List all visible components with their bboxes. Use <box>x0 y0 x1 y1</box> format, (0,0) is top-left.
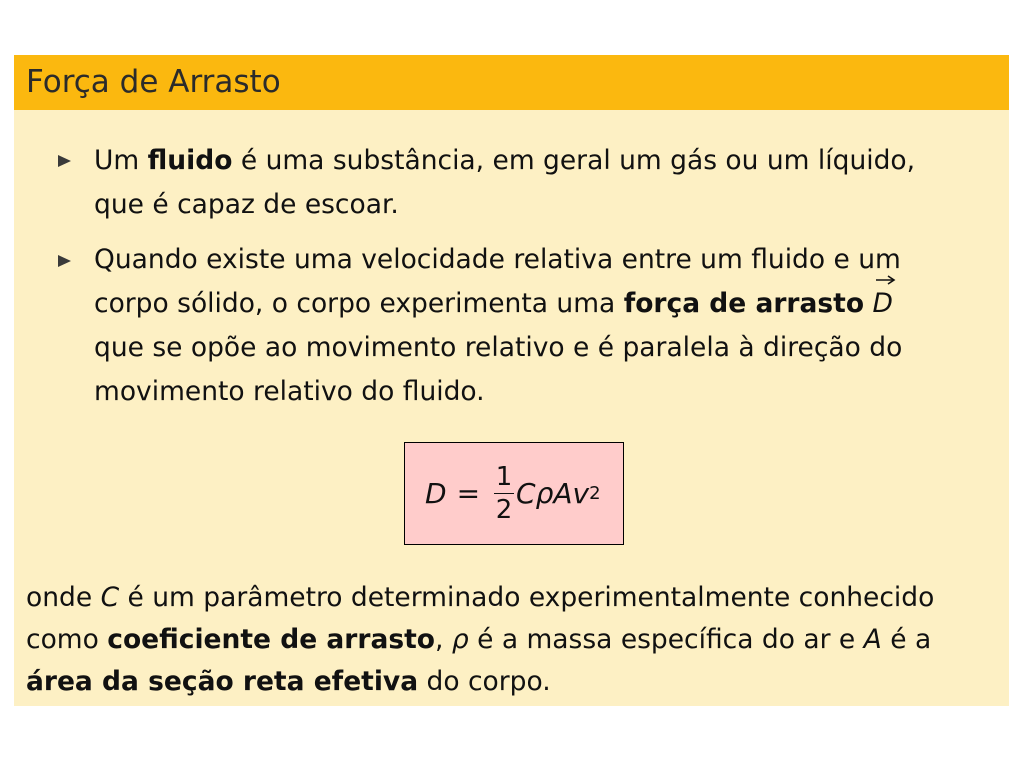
paragraph-line-1 <box>26 577 934 619</box>
paragraph-keyword: área da seção reta efetiva <box>26 666 419 697</box>
vector-arrow-icon <box>874 273 896 285</box>
formula-numerator: 1 <box>495 462 513 492</box>
symbol-c: C <box>100 582 120 613</box>
paragraph-text: onde <box>26 582 101 613</box>
paragraph-text: é um parâmetro determinado experimentalmente conhecido <box>119 582 935 613</box>
paragraph-keyword: coeficiente de arrasto <box>107 624 435 655</box>
paragraph-text: é a massa específica do ar e <box>468 624 864 655</box>
bullet-1-line-1 <box>94 139 915 183</box>
paragraph-line-2 <box>26 619 934 661</box>
paragraph-text: do corpo. <box>418 666 551 697</box>
formula-exponent: 2 <box>589 483 601 504</box>
formula-rhs: CρAv <box>516 477 590 510</box>
paragraph-text: é a <box>881 624 932 655</box>
bullet-2-line-1: Quando existe uma velocidade relativa entre um fluido e um <box>94 244 901 275</box>
title-bar <box>14 55 1009 110</box>
fraction-bar <box>494 493 514 494</box>
bullet-marker-icon <box>58 155 71 171</box>
bullet-1-text: é uma substância, em geral um gás ou um líquido, <box>232 145 916 176</box>
paragraph-text: como <box>26 624 108 655</box>
formula-denominator: 2 <box>495 495 513 525</box>
bullet-1-text: Um <box>94 145 148 176</box>
bullet-2-keyword: força de arrasto <box>623 288 865 319</box>
drag-force-vector-symbol <box>872 282 892 326</box>
bullet-2 <box>94 238 902 414</box>
slide <box>14 55 1009 706</box>
bullet-1 <box>94 139 915 227</box>
formula-box <box>404 442 624 545</box>
formula-fraction <box>494 462 514 525</box>
bullet-marker-icon <box>58 255 71 271</box>
symbol-a: A <box>863 624 882 655</box>
paragraph-text: , <box>434 624 452 655</box>
formula-lhs: D <box>425 477 447 510</box>
bullet-1-line-2: que é capaz de escoar. <box>94 189 399 220</box>
formula-equals: = <box>456 477 481 510</box>
paragraph-line-3 <box>26 661 934 703</box>
bullet-1-keyword: fluido <box>147 145 233 176</box>
explanation-paragraph <box>26 577 934 703</box>
bullet-2-text: corpo sólido, o corpo experimenta uma <box>94 288 624 319</box>
bullet-2-line-2 <box>94 282 902 326</box>
bullet-2-line-4: movimento relativo do fluido. <box>94 376 485 407</box>
slide-title: Força de Arrasto <box>26 64 281 100</box>
drag-force-symbol-text: D <box>872 288 893 319</box>
bullet-2-line-3: que se opõe ao movimento relativo e é paralela à direção do <box>94 332 903 363</box>
drag-formula <box>425 443 601 544</box>
symbol-rho: ρ <box>451 624 469 655</box>
